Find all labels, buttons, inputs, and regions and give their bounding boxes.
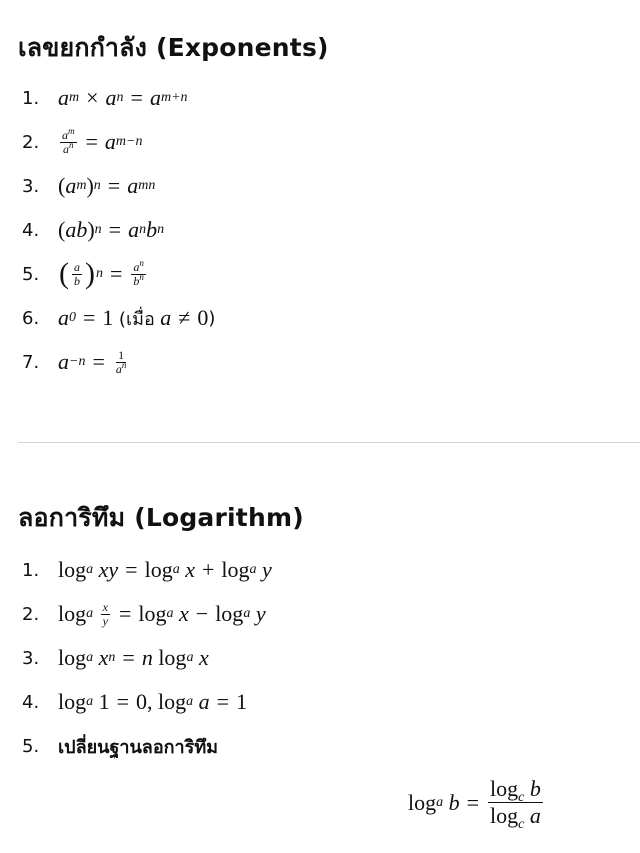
condition-note-suffix: ) (208, 307, 216, 329)
exponent-rule-5 (22, 256, 148, 292)
formula: ( a m ) n = a mn (58, 173, 156, 198)
list-number: 3. (22, 175, 40, 197)
formula: log a x n = n log a x (58, 645, 209, 670)
list-number: 6. (22, 307, 40, 329)
list-number: 4. (22, 691, 40, 713)
exponents-heading: เลขยกกำลัง (Exponents) (18, 33, 329, 62)
list-number: 1. (22, 559, 40, 581)
exponent-rule-2 (22, 124, 142, 160)
section-divider (18, 442, 640, 443)
formula: a m × a n = a m+n (58, 85, 188, 110)
formula: ( ab ) n = a n b n (58, 217, 165, 242)
list-number: 2. (22, 131, 40, 153)
log-rule-3 (22, 640, 209, 676)
formula: log a xy = log a x + log a y (58, 557, 272, 582)
formula: log a $\frac{x}{y}$ = log a x − log a y (58, 599, 266, 628)
log-rule-2 (22, 596, 266, 632)
formula: a 0 = 1 (เมื่อ a ≠ 0 ) (58, 304, 215, 333)
list-number: 2. (22, 603, 40, 625)
exponent-rule-1 (22, 80, 188, 116)
log-rule-1 (22, 552, 272, 588)
exponent-rule-7 (22, 344, 130, 380)
log-rule-4 (22, 684, 247, 720)
list-number: 1. (22, 87, 40, 109)
formula: log a 1 = 0, log a a = 1 (58, 689, 248, 714)
formula: $\frac{a^m}{a^n}$ = a m−n (62, 125, 143, 156)
list-number: 7. (22, 351, 40, 373)
formula: a −n = $\frac{1}{a^n}$ (58, 347, 127, 376)
exponent-rule-4 (22, 212, 164, 248)
list-number: 3. (22, 647, 40, 669)
exponent-rule-3 (22, 168, 155, 204)
logarithm-heading: ลอการิทึม (Logarithm) (18, 503, 304, 532)
condition-note-prefix: (เมื่อ (118, 308, 155, 330)
change-base-label: เปลี่ยนฐานลอการิทึม (58, 736, 219, 758)
formula: ( $\frac{a}{b}$ ) n = $\frac{a^n}{b^n}$ (59, 257, 144, 290)
exponent-rule-6 (22, 300, 215, 336)
log-rule-5 (22, 728, 218, 764)
list-number: 5. (22, 735, 40, 757)
change-of-base-formula: log a b = $\frac{\log_c b}{\log_c a}$ (408, 776, 541, 833)
list-number: 5. (22, 263, 40, 285)
list-number: 4. (22, 219, 40, 241)
